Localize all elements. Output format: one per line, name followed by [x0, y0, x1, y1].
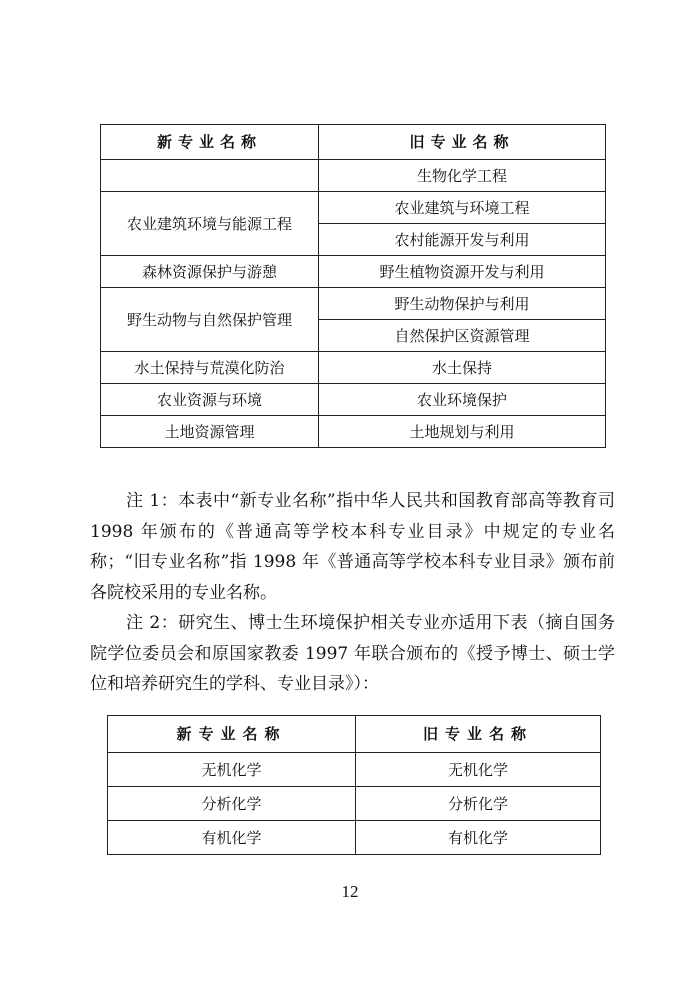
- cell-new-major: 土地资源管理: [101, 416, 319, 448]
- table-header-row: [101, 125, 606, 160]
- cell-old-major: 农业建筑与环境工程: [319, 192, 606, 224]
- cell-new-major: 农业建筑环境与能源工程: [101, 192, 319, 256]
- cell-new-major: 森林资源保护与游憩: [101, 256, 319, 288]
- cell-old-major: 分析化学: [356, 787, 601, 821]
- cell-new-major: 有机化学: [108, 821, 356, 855]
- notes-section: [90, 486, 615, 700]
- graduate-major-table: [107, 715, 601, 855]
- cell-old-major: 生物化学工程: [319, 160, 606, 192]
- cell-old-major: 农业环境保护: [319, 384, 606, 416]
- cell-new-major: 农业资源与环境: [101, 384, 319, 416]
- cell-new-major: 野生动物与自然保护管理: [101, 288, 319, 352]
- cell-old-major: 水土保持: [319, 352, 606, 384]
- major-mapping-table: [100, 124, 606, 448]
- table-row: [101, 352, 606, 384]
- table-row: [108, 753, 601, 787]
- cell-old-major: 野生植物资源开发与利用: [319, 256, 606, 288]
- header-old-major: 旧专业名称: [319, 125, 606, 160]
- cell-new-major: [101, 160, 319, 192]
- header-new-major: 新专业名称: [108, 716, 356, 753]
- cell-old-major: 土地规划与利用: [319, 416, 606, 448]
- page-number: 12: [341, 882, 359, 901]
- cell-new-major: 无机化学: [108, 753, 356, 787]
- table-row: [108, 787, 601, 821]
- cell-old-major: 野生动物保护与利用: [319, 288, 606, 320]
- table-row: [101, 256, 606, 288]
- table-row: [101, 288, 606, 320]
- table-row: [108, 821, 601, 855]
- table-row: [101, 416, 606, 448]
- table-row: [101, 384, 606, 416]
- cell-old-major: 自然保护区资源管理: [319, 320, 606, 352]
- cell-old-major: 有机化学: [356, 821, 601, 855]
- cell-old-major: 农村能源开发与利用: [319, 224, 606, 256]
- table-header-row: [108, 716, 601, 753]
- cell-new-major: 分析化学: [108, 787, 356, 821]
- table-row: [101, 160, 606, 192]
- note-1: 注 1：本表中“新专业名称”指中华人民共和国教育部高等教育司 1998 年颁布的《普通高等学校本科专业目录》中规定的专业名称；“旧专业名称”指 1998 年《普通高等学校本科专业目录》颁布前各院校采用的专业名称。: [90, 491, 615, 603]
- header-new-major: 新专业名称: [101, 125, 319, 160]
- cell-old-major: 无机化学: [356, 753, 601, 787]
- note-2: 注 2：研究生、博士生环境保护相关专业亦适用下表（摘自国务院学位委员会和原国家教委 1997 年联合颁布的《授予博士、硕士学位和培养研究生的学科、专业目录》）：: [90, 613, 615, 694]
- header-old-major: 旧专业名称: [356, 716, 601, 753]
- cell-new-major: 水土保持与荒漠化防治: [101, 352, 319, 384]
- table-row: [101, 192, 606, 224]
